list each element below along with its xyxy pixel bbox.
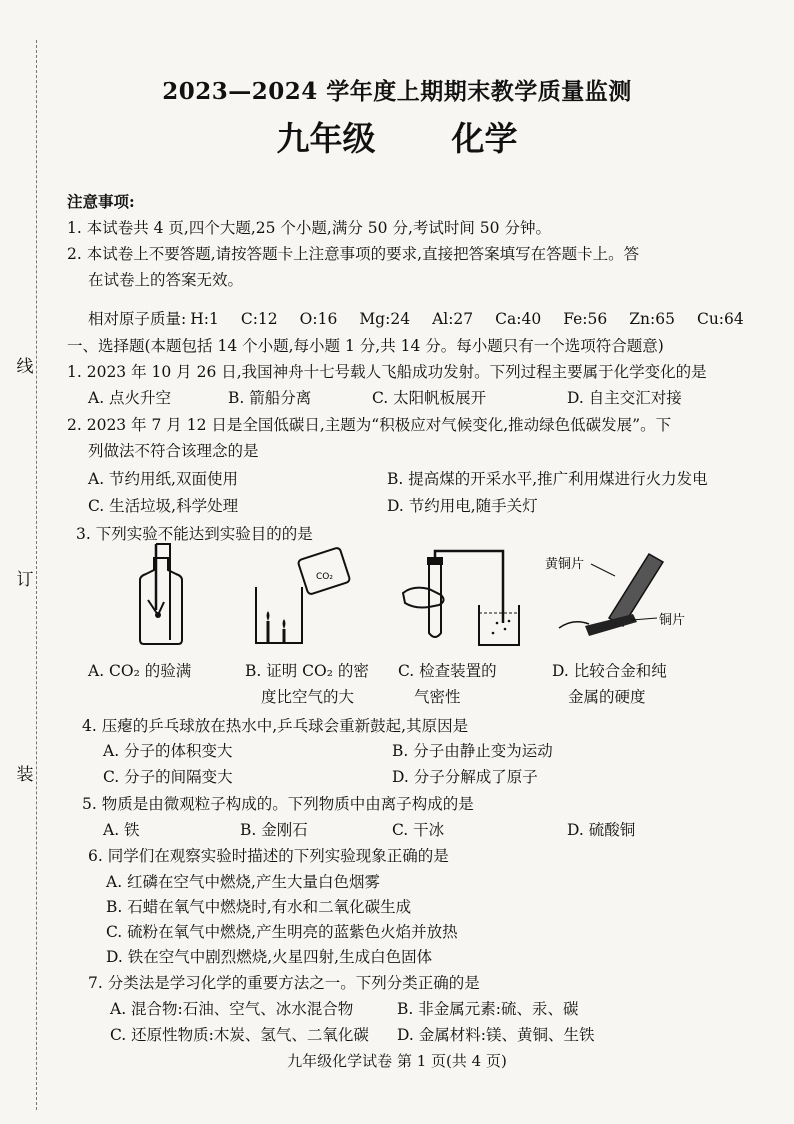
q1-option-c: C. 太阳帆板展开: [372, 389, 487, 407]
brass-label: 黄铜片: [545, 557, 585, 572]
mass-cu: Cu:64: [696, 310, 744, 328]
q3-caption-a: [88, 658, 191, 684]
q2-stem-line1: 2. 2023 年 7 月 12 日是全国低碳日,主题为“积极应对气候变化,推动绿色低碳发展”。下: [67, 416, 672, 434]
q2-option-b: B. 提高煤的开采水平,推广利用煤进行火力发电: [387, 470, 708, 488]
q1-option-a: A. 点火升空: [88, 389, 172, 407]
q3-caption-b-line2: 度比空气的大: [261, 688, 355, 706]
q5-option-b: B. 金刚石: [240, 821, 308, 839]
mass-ca: Ca:40: [495, 310, 542, 328]
mass-h: H:1: [190, 310, 219, 328]
notice-heading: 注意事项:: [67, 192, 135, 211]
q3-figure-c-airtightness: [395, 545, 525, 650]
q4-option-b: B. 分子由静止变为运动: [392, 742, 553, 760]
q5-option-a: A. 铁: [103, 821, 140, 839]
section-1-heading: 一、选择题(本题包括 14 个小题,每小题 1 分,共 14 分。每小题只有一个选项符合题意): [67, 337, 664, 355]
q2-option-a: A. 节约用纸,双面使用: [88, 470, 238, 488]
q6-option-d: D. 铁在空气中剧烈燃烧,火星四射,生成白色固体: [106, 948, 433, 966]
q6-option-c: C. 硫粉在氧气中燃烧,产生明亮的蓝紫色火焰并放热: [106, 923, 458, 941]
co2-bottle-label: CO₂: [316, 572, 333, 582]
q3-caption-d-line2: 金属的硬度: [568, 688, 646, 706]
q1-option-d: D. 自主交汇对接: [567, 389, 682, 407]
q7-option-c: C. 还原性物质:木炭、氢气、二氧化碳: [110, 1026, 369, 1044]
q3-figure-a-gas-bottle: [118, 540, 208, 650]
q3-figure-d-hardness: [545, 548, 685, 648]
q1-option-b: B. 箭船分离: [228, 389, 312, 407]
notice-item-1: 1. 本试卷共 4 页,四个大题,25 个小题,满分 50 分,考试时间 50 分钟。: [67, 219, 551, 237]
mass-mg: Mg:24: [359, 310, 411, 328]
q3-caption-c-line2: 气密性: [414, 688, 461, 706]
mass-c: C:12: [240, 310, 278, 328]
q3-figure-b-beaker-candles: [244, 545, 354, 650]
q6-option-a: A. 红磷在空气中燃烧,产生大量白色烟雾: [106, 873, 380, 891]
q3-caption-b: [245, 658, 369, 710]
q4-stem: 4. 压瘪的乒乓球放在热水中,乒乓球会重新鼓起,其原因是: [82, 717, 469, 735]
page-footer: 九年级化学试卷 第 1 页(共 4 页): [287, 1052, 507, 1070]
binding-char-order: 订: [16, 570, 34, 590]
exam-subtitle: [0, 113, 794, 160]
q2-stem-line2: 列做法不符合该理念的是: [88, 442, 259, 460]
binding-char-bind: 装: [16, 765, 34, 785]
q1-stem: 1. 2023 年 10 月 26 日,我国神舟十七号载人飞船成功发射。下列过程主要属于化学变化的是: [67, 363, 707, 381]
notice-item-2-line2: 在试卷上的答案无效。: [88, 271, 244, 289]
q2-option-c: C. 生活垃圾,科学处理: [88, 497, 239, 515]
q3-caption-d-line1: D. 比较合金和纯: [552, 662, 667, 680]
q4-option-a: A. 分子的体积变大: [103, 742, 233, 760]
notice-item-2-line1: 2. 本试卷上不要答题,请按答题卡上注意事项的要求,直接把答案填写在答题卡上。答: [67, 245, 640, 263]
q3-caption-c-line1: C. 检查装置的: [398, 662, 497, 680]
q7-option-b: B. 非金属元素:硫、汞、碳: [397, 1000, 579, 1018]
binding-char-line: 线: [16, 357, 34, 377]
q3-stem: 3. 下列实验不能达到实验目的的是: [76, 525, 313, 543]
binding-dashed-line: [36, 40, 37, 1110]
grade-label: 九年级: [276, 119, 376, 158]
q3-caption-a-text: A. CO₂ 的验满: [88, 662, 192, 680]
q3-caption-d: [552, 658, 667, 710]
q5-option-c: C. 干冰: [392, 821, 445, 839]
exam-title: 2023—2024 学年度上期期末教学质量监测: [162, 78, 632, 105]
q7-stem: 7. 分类法是学习化学的重要方法之一。下列分类正确的是: [88, 974, 480, 992]
q3-caption-c: [398, 658, 497, 710]
mass-al: Al:27: [432, 310, 474, 328]
q2-option-d: D. 节约用电,随手关灯: [387, 497, 538, 515]
subject-label: 化学: [451, 119, 518, 158]
copper-label: 铜片: [659, 613, 685, 628]
q7-option-d: D. 金属材料:镁、黄铜、生铁: [397, 1026, 595, 1044]
q6-option-b: B. 石蜡在氧气中燃烧时,有水和二氧化碳生成: [106, 898, 412, 916]
q3-caption-b-line1: B. 证明 CO₂ 的密: [245, 662, 369, 680]
binding-margin: [14, 40, 44, 1110]
q4-option-c: C. 分子的间隔变大: [103, 768, 233, 786]
mass-o: O:16: [299, 310, 338, 328]
atomic-mass-line: [88, 309, 744, 329]
atomic-mass-label: 相对原子质量:: [88, 310, 187, 328]
q6-stem: 6. 同学们在观察实验时描述的下列实验现象正确的是: [88, 847, 449, 865]
q5-stem: 5. 物质是由微观粒子构成的。下列物质中由离子构成的是: [82, 795, 474, 813]
mass-fe: Fe:56: [563, 310, 608, 328]
mass-zn: Zn:65: [629, 310, 675, 328]
q5-option-d: D. 硫酸铜: [567, 821, 636, 839]
q4-option-d: D. 分子分解成了原子: [392, 768, 538, 786]
q7-option-a: A. 混合物:石油、空气、冰水混合物: [110, 1000, 354, 1018]
